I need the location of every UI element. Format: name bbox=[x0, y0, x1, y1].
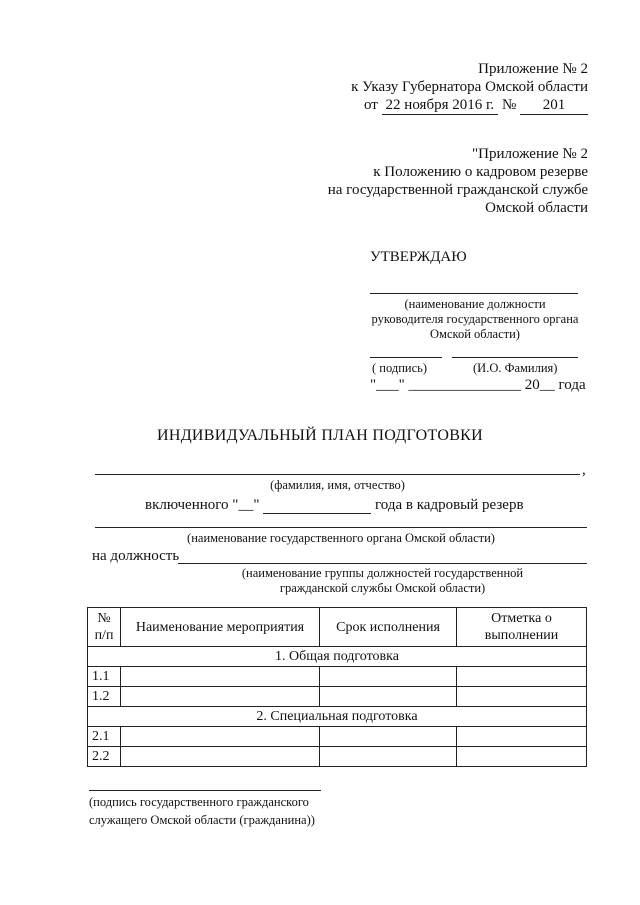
header-mark: Отметка о выполнении bbox=[457, 608, 587, 647]
row-deadline-cell[interactable] bbox=[320, 747, 457, 767]
approval-title: УТВЕРЖДАЮ bbox=[370, 249, 467, 265]
table-row bbox=[88, 687, 587, 707]
employee-caption-line-1: (подпись государственного гражданского bbox=[89, 795, 309, 809]
row-activity-cell[interactable] bbox=[121, 747, 320, 767]
decree-appendix-date-line bbox=[228, 96, 588, 115]
decree-appendix-ref: к Указу Губернатора Омской области bbox=[351, 79, 588, 95]
employee-caption-line-2: служащего Омской области (гражданина)) bbox=[89, 813, 315, 827]
regulation-appendix-title: "Приложение № 2 bbox=[472, 146, 588, 162]
decree-number-label: № bbox=[501, 97, 517, 113]
position-caption bbox=[362, 297, 588, 342]
row-activity-cell[interactable] bbox=[121, 687, 320, 707]
row-mark-cell[interactable] bbox=[457, 727, 587, 747]
fio-comma: , bbox=[582, 462, 586, 478]
group-caption-line-2: гражданской службы Омской области) bbox=[279, 581, 486, 595]
row-mark-cell[interactable] bbox=[457, 747, 587, 767]
section-title: 1. Общая подготовка bbox=[88, 647, 587, 667]
row-number: 1.1 bbox=[88, 667, 121, 687]
table-row bbox=[88, 727, 587, 747]
decree-date-prefix: от bbox=[363, 97, 378, 113]
header-activity: Наименование мероприятия bbox=[121, 608, 320, 647]
regulation-appendix bbox=[228, 145, 588, 217]
regulation-appendix-line-3: на государственной гражданской службе bbox=[327, 182, 588, 198]
row-deadline-cell[interactable] bbox=[320, 667, 457, 687]
decree-appendix-title: Приложение № 2 bbox=[478, 61, 588, 77]
name-line bbox=[452, 357, 578, 358]
regulation-appendix-line-2: к Положению о кадровом резерве bbox=[373, 164, 588, 180]
table-row bbox=[88, 667, 587, 687]
group-caption-line-1: (наименование группы должностей государственной bbox=[241, 566, 524, 580]
row-activity-cell[interactable] bbox=[121, 727, 320, 747]
row-number: 2.1 bbox=[88, 727, 121, 747]
group-caption bbox=[178, 566, 587, 596]
approval-date-line: "___" _______________ 20__ года bbox=[370, 377, 586, 393]
position-caption-line-2: руководителя государственного органа bbox=[371, 312, 579, 326]
included-suffix: года в кадровый резерв bbox=[375, 497, 524, 513]
position-line bbox=[178, 563, 587, 564]
header-deadline: Срок исполнения bbox=[320, 608, 457, 647]
position-caption-line-1: (наименование должности bbox=[404, 297, 546, 311]
row-mark-cell[interactable] bbox=[457, 687, 587, 707]
row-mark-cell[interactable] bbox=[457, 667, 587, 687]
signature-caption: ( подпись) bbox=[372, 361, 428, 375]
row-number: 2.2 bbox=[88, 747, 121, 767]
decree-appendix bbox=[228, 60, 588, 115]
signature-line bbox=[370, 357, 442, 358]
organ-caption: (наименование государственного органа Омской области) bbox=[187, 531, 495, 545]
position-caption-line-3: Омской области) bbox=[430, 327, 520, 341]
name-caption: (И.О. Фамилия) bbox=[473, 361, 558, 375]
table-section-row bbox=[88, 707, 587, 727]
regulation-appendix-line-4: Омской области bbox=[485, 200, 588, 216]
decree-number-value: 201 bbox=[520, 96, 588, 115]
included-date-blank bbox=[263, 499, 371, 514]
row-number: 1.2 bbox=[88, 687, 121, 707]
header-number: № п/п bbox=[88, 608, 121, 647]
row-activity-cell[interactable] bbox=[121, 667, 320, 687]
included-prefix: включенного "__" bbox=[145, 497, 260, 513]
fio-line bbox=[95, 474, 580, 475]
section-title: 2. Специальная подготовка bbox=[88, 707, 587, 727]
decree-date-value: 22 ноября 2016 г. bbox=[382, 96, 499, 115]
included-line bbox=[145, 496, 524, 514]
organ-line bbox=[95, 527, 587, 528]
table-section-row bbox=[88, 647, 587, 667]
table-row bbox=[88, 747, 587, 767]
row-deadline-cell[interactable] bbox=[320, 687, 457, 707]
fio-caption: (фамилия, имя, отчество) bbox=[270, 478, 405, 492]
row-deadline-cell[interactable] bbox=[320, 727, 457, 747]
position-label: на должность bbox=[92, 548, 180, 564]
position-signature-line bbox=[370, 293, 578, 294]
employee-signature-caption bbox=[89, 795, 369, 828]
table-header-row bbox=[88, 608, 587, 647]
document-title: ИНДИВИДУАЛЬНЫЙ ПЛАН ПОДГОТОВКИ bbox=[156, 427, 483, 444]
employee-signature-line bbox=[89, 790, 321, 791]
plan-table bbox=[87, 607, 587, 767]
